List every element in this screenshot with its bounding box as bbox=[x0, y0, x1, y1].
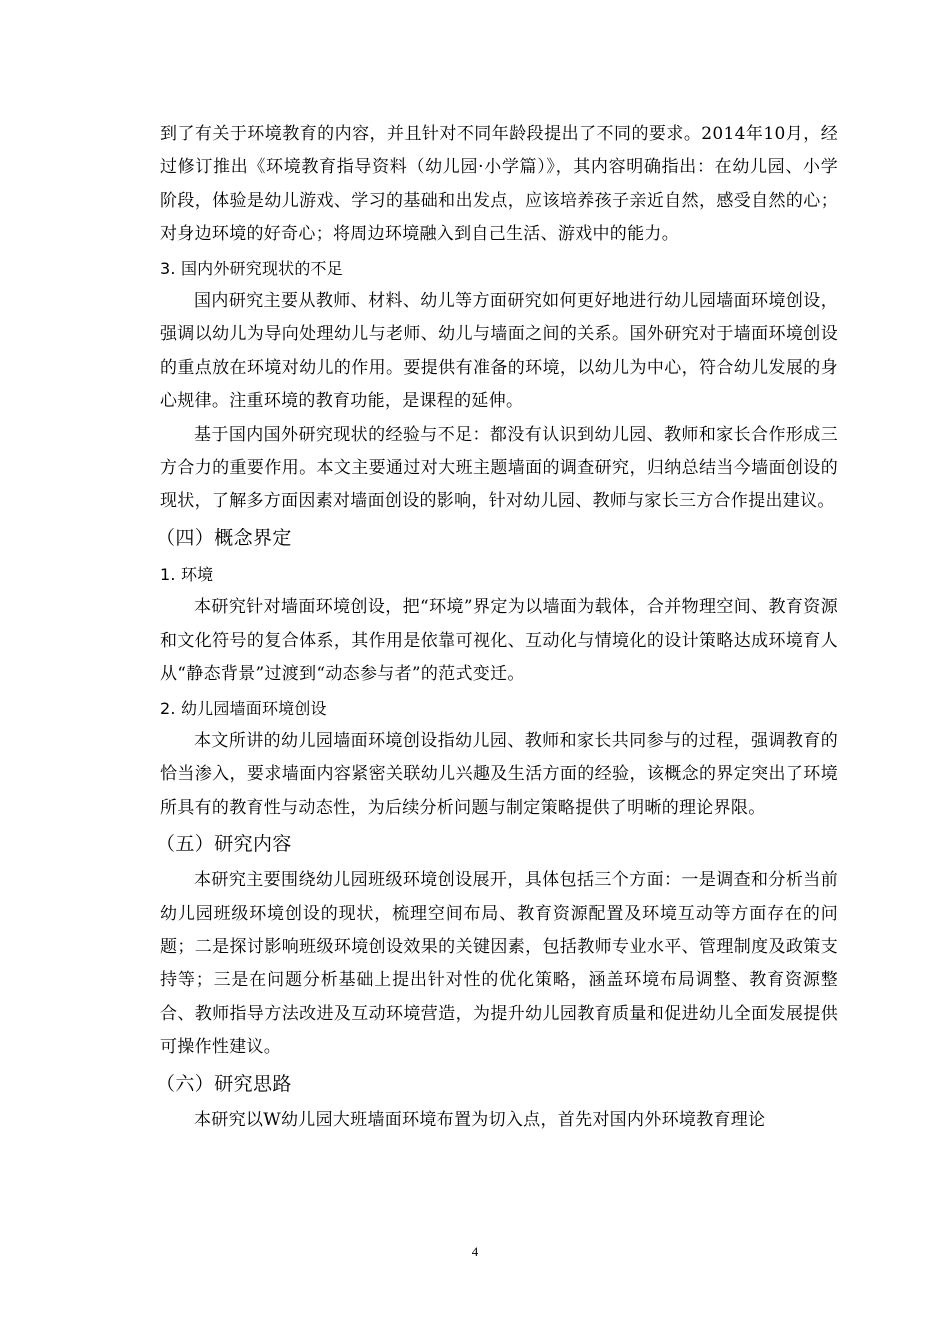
section-heading-research-content: （五）研究内容 bbox=[156, 833, 292, 856]
paragraph-environment-education-guide: 到了有关于环境教育的内容，并且针对不同年龄段提出了不同的要求。2014年10月，经过修订推出《环境教育指导资料（幼儿园·小学篇）》，其内容明确指出：在幼儿园、小学阶段，体验是幼儿游戏、学习的基础和出发点，应该培养孩子亲近自然，感受自然的心；对身边环境的好奇心；将周边环境融入到自己生活、游戏中的能力。 bbox=[160, 124, 838, 245]
paragraph-research-approach: 本研究以W幼儿园大班墙面环境布置为切入点，首先对国内外环境教育理论 bbox=[194, 1109, 766, 1130]
section-heading-concept-definition: （四）概念界定 bbox=[156, 526, 292, 549]
heading-research-deficiencies: 3. 国内外研究现状的不足 bbox=[160, 258, 343, 278]
page-number: 4 bbox=[471, 1244, 479, 1259]
heading-environment: 1. 环境 bbox=[160, 564, 214, 584]
paragraph-wall-environment-definition: 本文所讲的幼儿园墙面环境创设指幼儿园、教师和家长共同参与的过程，强调教育的恰当渗入，要求墙面内容紧密关联幼儿兴趣及生活方面的经验，该概念的界定突出了环境所具有的教育性与动态性，为后续分析问题与制定策略提供了明晰的理论界限。 bbox=[160, 730, 838, 818]
paragraph-three-party-cooperation: 基于国内国外研究现状的经验与不足：都没有认识到幼儿园、教师和家长合作形成三方合力的重要作用。本文主要通过对大班主题墙面的调查研究，归纳总结当今墙面创设的现状，了解多方面因素对墙面创设的影响，针对幼儿园、教师与家长三方合作提出建议。 bbox=[160, 424, 838, 512]
section-heading-research-approach: （六）研究思路 bbox=[156, 1072, 292, 1095]
paragraph-environment-definition: 本研究针对墙面环境创设，把“环境”界定为以墙面为载体，合并物理空间、教育资源和文化符号的复合体系，其作用是依靠可视化、互动化与情境化的设计策略达成环境育人从“静态背景”过渡到“动态参与者”的范式变迁。 bbox=[160, 597, 838, 685]
paragraph-research-content: 本研究主要围绕幼儿园班级环境创设展开，具体包括三个方面：一是调查和分析当前幼儿园班级环境创设的现状，梳理空间布局、教育资源配置及环境互动等方面存在的问题；二是探讨影响班级环境创设效果的关键因素，包括教师专业水平、管理制度及政策支持等；三是在问题分析基础上提出针对性的优化策略，涵盖环境布局调整、教育资源整合、教师指导方法改进及互动环境营造，为提升幼儿园教育质量和促进幼儿全面发展提供可操作性建议。 bbox=[160, 870, 838, 1058]
document-body bbox=[156, 118, 838, 1137]
heading-wall-environment-creation: 2. 幼儿园墙面环境创设 bbox=[160, 698, 327, 718]
paragraph-domestic-foreign-research: 国内研究主要从教师、材料、幼儿等方面研究如何更好地进行幼儿园墙面环境创设，强调以幼儿为导向处理幼儿与老师、幼儿与墙面之间的关系。国外研究对于墙面环境创设的重点放在环境对幼儿的作用。要提供有准备的环境，以幼儿为中心，符合幼儿发展的身心规律。注重环境的教育功能，是课程的延伸。 bbox=[160, 291, 838, 412]
